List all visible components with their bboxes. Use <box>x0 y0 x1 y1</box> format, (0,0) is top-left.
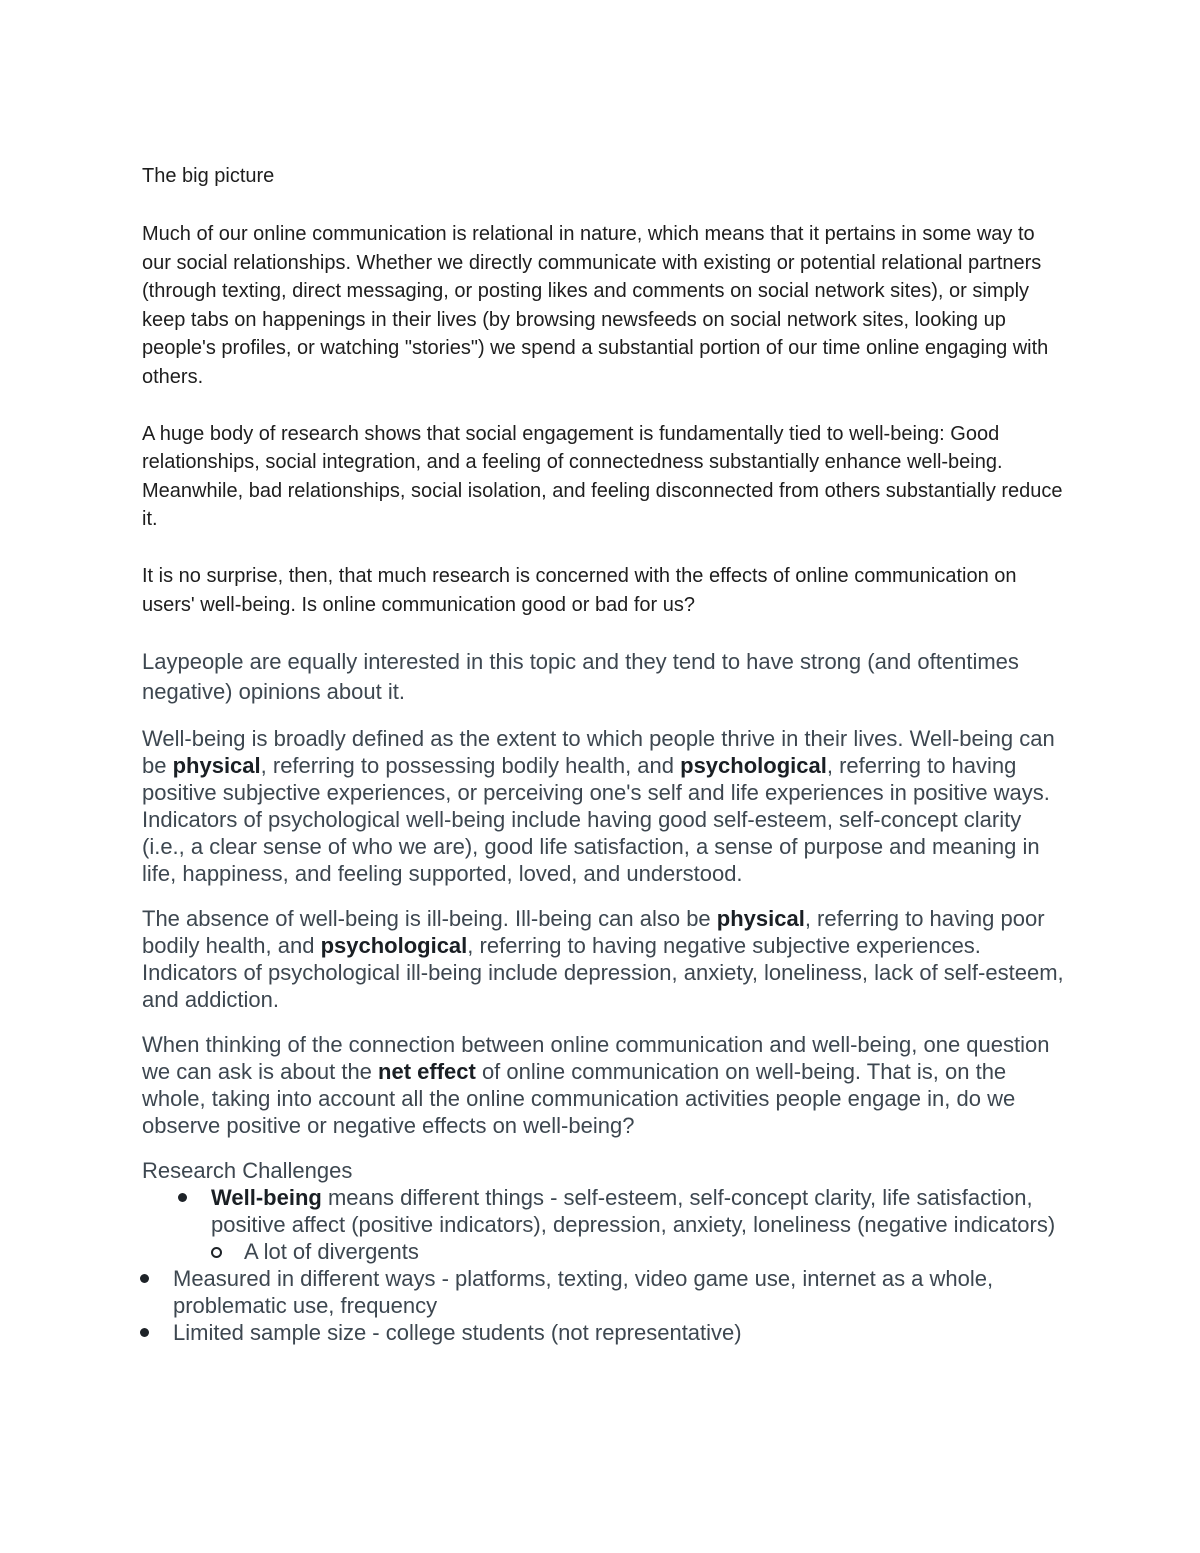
bullet-disc-icon <box>140 1274 149 1283</box>
list-item-text: Measured in different ways - platforms, texting, video game use, internet as a whole, problematic use, frequency <box>173 1266 994 1319</box>
text-run: When thinking of the connection between online communication and well-being, one question we can ask is about the <box>142 1032 1050 1085</box>
paragraph-research-question: It is no surprise, then, that much research is concerned with the effects of online communication on users' well-being. Is online communication good or bad for us? <box>142 564 1017 616</box>
text-run: , referring to having poor bodily health, and <box>142 906 1045 959</box>
text-run: of online communication on well-being. That is, on the whole, taking into account all the online communication activities people engage in, do we observe positive or negative effects on well-being? <box>142 1059 1016 1139</box>
document-body <box>142 162 1067 1346</box>
text-run: The absence of well-being is ill-being. Ill-being can also be <box>142 906 717 932</box>
bullet-disc-icon <box>178 1193 187 1202</box>
nested-list <box>211 1238 1067 1265</box>
paragraph-laypeople: Laypeople are equally interested in this topic and they tend to have strong (and oftentimes negative) opinions about it. <box>142 649 1019 705</box>
paragraph-net-effect <box>142 1031 1067 1139</box>
section-heading: The big picture <box>142 165 275 187</box>
text-run: , referring to having positive subjective experiences, or perceiving one's self and life experiences in positive ways. Indicators of psychological well-being include having good self-esteem, self-concept clarity (i.e., a clear sense of who we are), good life satisfaction, a sense of purpose and meaning in life, happiness, and feeling supported, loved, and understood. <box>142 753 1050 887</box>
bullet-disc-icon <box>140 1328 149 1337</box>
list-item-text <box>211 1185 1055 1237</box>
research-challenges-list <box>142 1184 1067 1346</box>
text-run: , referring to having negative subjective experiences. Indicators of psychological ill-being include depression, anxiety, loneliness, lack of self-esteem, and addiction. <box>142 933 1064 1013</box>
list-item <box>104 1319 1067 1346</box>
bold-term-psychological: psychological <box>320 933 468 959</box>
list-item-text: Limited sample size - college students (not representative) <box>173 1320 742 1346</box>
paragraph-social-engagement: A huge body of research shows that social engagement is fundamentally tied to well-being: Good relationships, social integration, and a feeling of connectedness substantially enhance well-being. Meanwhile, bad relationships, social isolation, and feeling disconnected from others substantially reduce it. <box>142 422 1063 531</box>
bold-term-physical: physical <box>716 906 805 932</box>
research-challenges-title: Research Challenges <box>142 1158 353 1184</box>
list-item-text: A lot of divergents <box>244 1239 419 1265</box>
paragraph-relational-communication: Much of our online communication is relational in nature, which means that it pertains in some way to our social relationships. Whether we directly communicate with existing or potential relational partners (through texting, direct messaging, or posting likes and comments on social network sites), or simply keep tabs on happenings in their lives (by browsing newsfeeds on social network sites, looking up people's profiles, or watching "stories") we spend a substantial portion of our time online engaging with others. <box>142 223 1049 388</box>
nested-list-item <box>211 1238 1067 1265</box>
paragraph-well-being-definition <box>142 725 1067 887</box>
paragraph-ill-being-definition <box>142 905 1067 1013</box>
bold-term-psychological: psychological <box>680 753 827 779</box>
text-run: means different things - self-esteem, self-concept clarity, life satisfaction, positive affect (positive indicators), depression, anxiety, loneliness (negative indicators) <box>211 1185 1056 1238</box>
bullet-circle-icon <box>211 1247 222 1258</box>
bold-term-well-being: Well-being <box>211 1185 322 1211</box>
text-run: Well-being is broadly defined as the extent to which people thrive in their lives. Well-being can be <box>142 726 1055 779</box>
bold-term-physical: physical <box>172 753 261 779</box>
bold-term-net-effect: net effect <box>378 1059 476 1085</box>
list-item <box>142 1184 1067 1265</box>
list-item <box>104 1265 1067 1319</box>
text-run: , referring to possessing bodily health, and <box>260 753 681 779</box>
